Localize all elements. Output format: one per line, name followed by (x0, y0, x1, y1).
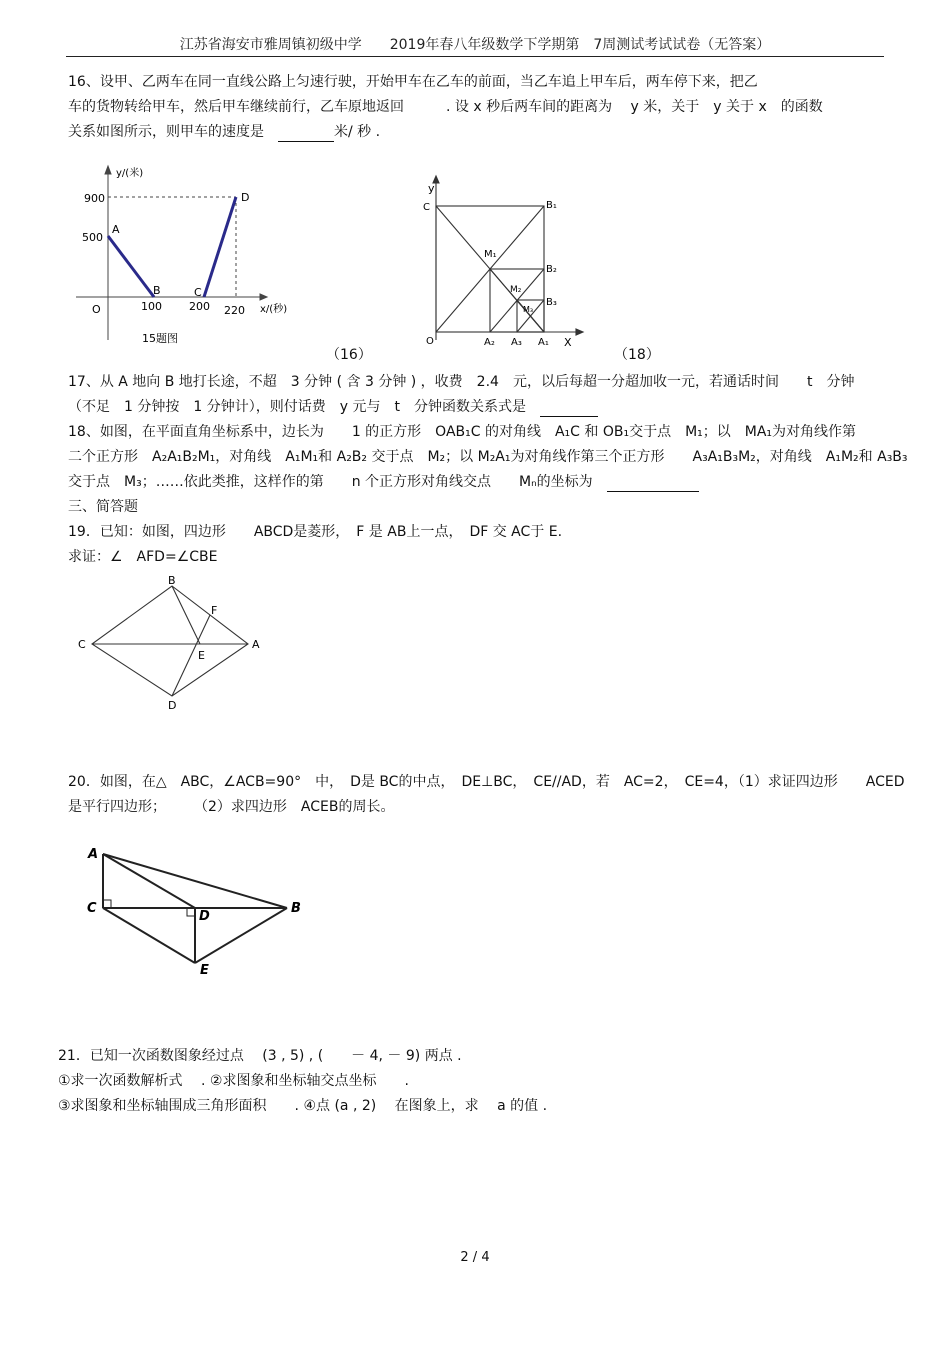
label-b: B (291, 901, 301, 916)
point-a-label: A (112, 223, 120, 236)
segment-ab (108, 236, 154, 297)
q21-line1: 21．已知一次函数图象经过点 (3 , 5) , ( － 4, － 9) 两点 . (58, 1048, 462, 1064)
header-rule (66, 56, 884, 57)
figure-20-triangle (82, 836, 312, 982)
segment-be (172, 586, 200, 644)
label-b: B (168, 574, 176, 587)
y-axis-label: y/(米) (116, 168, 144, 179)
point-b-label: B (153, 284, 161, 297)
q21-line2: ①求一次函数解析式 . ②求图象和坐标轴交点坐标 . (58, 1073, 409, 1089)
tick-900: 900 (84, 192, 105, 205)
label-b1: B₁ (546, 200, 557, 211)
q18-line3-text: 交于点 M₃；……依此类推，这样作的第 n 个正方形对角线交点 Mₙ的坐标为 (68, 474, 607, 490)
y-axis-label: y (428, 182, 435, 195)
q19-line2: 求证：∠ AFD=∠CBE (68, 549, 218, 565)
q17-line2 (68, 397, 598, 417)
figure-18-squares (418, 170, 588, 350)
q16-line3-text: 关系如图所示，则甲车的速度是 (68, 124, 278, 140)
q18-line3 (68, 472, 699, 492)
label-a3: A₃ (511, 337, 522, 348)
q20-line1: 20．如图，在△ ABC，∠ACB=90° 中， D是 BC的中点， DE⊥BC， CE//AD，若 AC=2， CE=4，（1）求证四边形 ACED (68, 774, 905, 790)
figure-19-rhombus (74, 572, 274, 712)
label-m2: M₂ (510, 285, 522, 295)
y-axis-arrow (105, 166, 111, 174)
q18-line1: 18、如图，在平面直角坐标系中，边长为 1 的正方形 OAB₁C 的对角线 A₁C 和 OB₁交于点 M₁；以 MA₁为对角线作第 (68, 424, 857, 440)
right-angle-d (187, 908, 195, 916)
x-axis-arrow (260, 294, 267, 300)
rhombus-abcd (92, 586, 248, 696)
label-m1: M₁ (484, 249, 497, 260)
figure-caption: 15题图 (142, 332, 178, 345)
figure-16-number: （16） (326, 347, 372, 363)
tick-100: 100 (141, 300, 162, 313)
x-axis-label: x/(秒) (260, 304, 288, 315)
point-c-label: C (194, 286, 202, 299)
q16-line1: 16、设甲、乙两车在同一直线公路上匀速行驶，开始甲车在乙车的前面，当乙车追上甲车后，两车停下来，把乙 (68, 74, 758, 90)
label-m3: M₃ (523, 305, 534, 314)
point-d-label: D (241, 191, 250, 204)
tick-220: 220 (224, 304, 245, 317)
q16-line2: 车的货物转给甲车，然后甲车继续前行，乙车原地返回 . 设 x 秒后两车间的距离为 y 米，关于 y 关于 x 的函数 (68, 99, 823, 115)
x-axis-label: X (564, 336, 572, 349)
q16-line3 (68, 122, 380, 142)
segment-ad (103, 854, 195, 908)
label-c: C (423, 202, 430, 213)
label-e: E (198, 649, 205, 662)
label-c: C (87, 901, 97, 916)
q18-answer-blank (607, 477, 699, 492)
q21-line3: ③求图象和坐标轴围成三角形面积 . ④点 (a , 2) 在图象上，求 a 的值 . (58, 1098, 548, 1114)
q16-line3-unit: 米/ 秒 . (334, 124, 381, 140)
label-b2: B₂ (546, 264, 557, 275)
label-d: D (199, 909, 210, 924)
origin-label: O (92, 303, 101, 316)
label-a: A (252, 638, 260, 651)
q17-line2-text: （不足 1 分钟按 1 分钟计），则付话费 y 元与 t 分钟函数关系式是 (68, 399, 540, 415)
origin-label: O (426, 336, 434, 347)
label-a1: A₁ (538, 337, 549, 348)
x-axis-arrow (576, 329, 583, 335)
segment-ce (103, 908, 195, 963)
figure-16-graph (70, 160, 310, 352)
q17-answer-blank (540, 402, 598, 417)
tick-500: 500 (82, 231, 103, 244)
q20-line2: 是平行四边形； （2）求四边形 ACEB的周长。 (68, 799, 395, 815)
page-header: 江苏省海安市雅周镇初级中学 2019年春八年级数学下学期第 7周测试考试试卷（无答案） (179, 37, 771, 53)
label-d: D (168, 699, 177, 712)
page-number: 2 / 4 (460, 1250, 490, 1265)
label-a2: A₂ (484, 337, 495, 348)
label-f: F (211, 604, 218, 617)
segment-ab (103, 854, 287, 908)
right-angle-c (103, 900, 111, 908)
figure-18-number: （18） (614, 347, 660, 363)
q19-line1: 19．已知：如图，四边形 ABCD是菱形， F 是 AB上一点， DF 交 AC于 E. (68, 524, 563, 540)
label-e: E (200, 963, 209, 978)
label-c: C (78, 638, 86, 651)
tick-200: 200 (189, 300, 210, 313)
section-title: 三、简答题 (68, 499, 138, 515)
label-a: A (88, 847, 99, 862)
label-b3: B₃ (546, 297, 557, 308)
segment-cd (204, 197, 236, 297)
q18-line2: 二个正方形 A₂A₁B₂M₁，对角线 A₁M₁和 A₂B₂ 交于点 M₂；以 M₂A₁为对角线作第三个正方形 A₃A₁B₃M₂，对角线 A₁M₂和 A₃B₃ (68, 449, 908, 465)
q16-answer-blank (278, 127, 334, 142)
q17-line1: 17、从 A 地向 B 地打长途，不超 3 分钟 ( 含 3 分钟 ) ，收费 2.4 元，以后每超一分超加收一元，若通话时间 t 分钟 (68, 374, 855, 390)
